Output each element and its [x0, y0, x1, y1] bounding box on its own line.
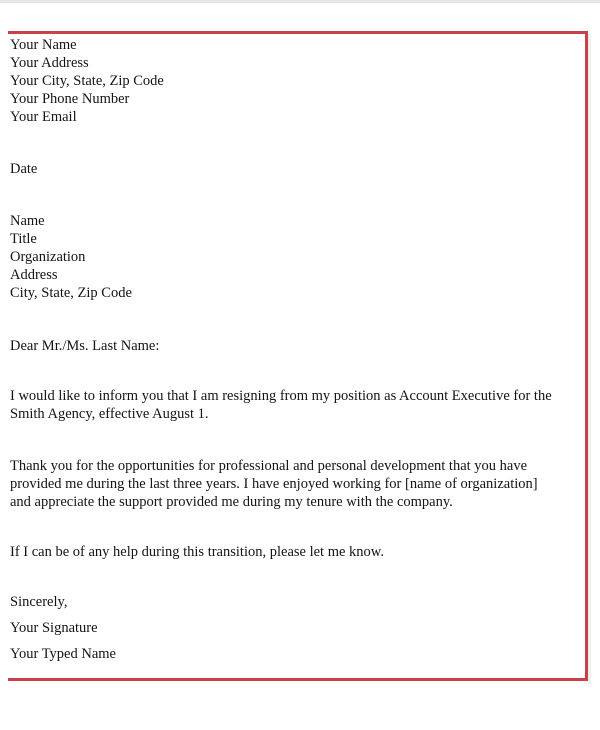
complimentary-close: Sincerely, [10, 594, 68, 610]
letter-date: Date [10, 161, 38, 177]
recipient-block [10, 212, 582, 302]
paragraph-line: Smith Agency, effective August 1. [10, 406, 209, 422]
paragraph-resignation [10, 387, 582, 423]
paragraph-help [10, 543, 582, 561]
typed-name-line: Your Typed Name [10, 646, 116, 662]
paragraph-line: provided me during the last three years. I have enjoyed working for [name of organization] [10, 476, 538, 492]
sender-phone: Your Phone Number [10, 91, 130, 107]
paragraph-line: If I can be of any help during this transition, please let me know. [10, 544, 384, 560]
recipient-title: Title [10, 231, 37, 247]
signature-line: Your Signature [10, 620, 98, 636]
frame-top-border [8, 31, 588, 34]
sender-address: Your Address [10, 55, 89, 71]
date-block [10, 160, 582, 178]
recipient-organization: Organization [10, 249, 86, 265]
frame-shadow [588, 34, 591, 684]
paragraph-thanks [10, 457, 582, 511]
recipient-name: Name [10, 213, 45, 229]
paragraph-line: I would like to inform you that I am resigning from my position as Account Executive for the [10, 388, 552, 404]
recipient-address: Address [10, 267, 58, 283]
sender-email: Your Email [10, 109, 77, 125]
frame-bottom-border [8, 678, 588, 681]
paragraph-line: and appreciate the support provided me during my tenure with the company. [10, 494, 453, 510]
letter-body [10, 36, 582, 667]
salutation: Dear Mr./Ms. Last Name: [10, 338, 160, 354]
closing-block [10, 589, 582, 667]
page-top-edge [0, 0, 600, 3]
salutation-block [10, 337, 582, 355]
recipient-city-state-zip: City, State, Zip Code [10, 285, 132, 301]
sender-city-state-zip: Your City, State, Zip Code [10, 73, 164, 89]
paragraph-line: Thank you for the opportunities for professional and personal development that you have [10, 458, 528, 474]
sender-block [10, 36, 582, 126]
sender-name: Your Name [10, 37, 77, 53]
